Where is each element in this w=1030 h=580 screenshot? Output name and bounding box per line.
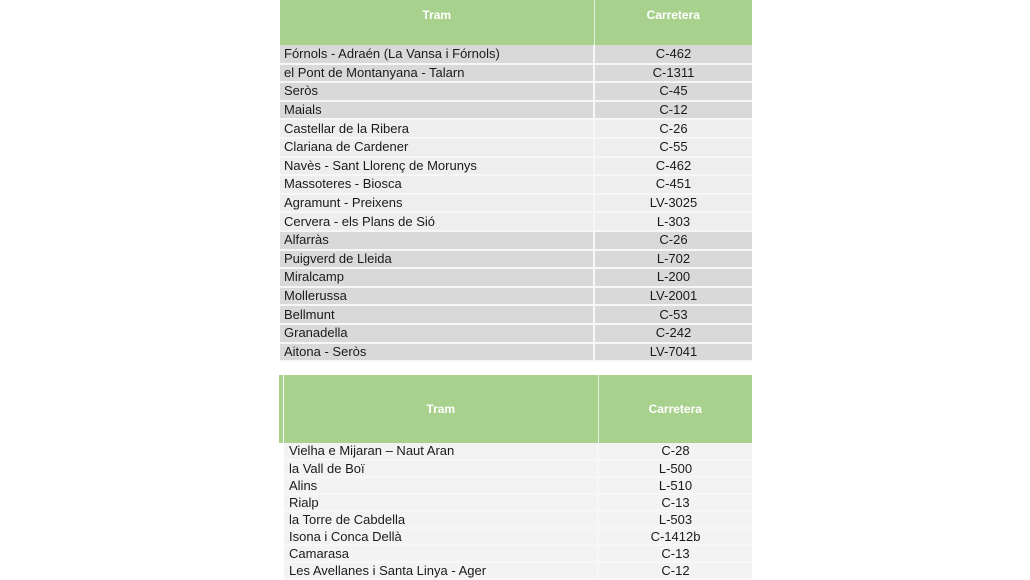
carretera-cell: L-303 xyxy=(594,212,752,231)
tram-cell: Bellmunt xyxy=(280,305,594,324)
table-row xyxy=(280,268,752,287)
tram-cell: Granadella xyxy=(280,324,594,343)
carretera-cell: L-510 xyxy=(598,477,752,494)
tram-cell: Les Avellanes i Santa Linya - Ager xyxy=(284,562,598,579)
tram-cell: Mollerussa xyxy=(280,287,594,306)
table-row xyxy=(284,545,752,562)
tram-cell: Maials xyxy=(280,101,594,120)
table-header-row xyxy=(280,0,752,45)
carretera-cell: C-451 xyxy=(594,175,752,194)
table-row xyxy=(280,250,752,269)
table-row xyxy=(280,231,752,250)
tram-cell: Agramunt - Preixens xyxy=(280,194,594,213)
carretera-cell: L-500 xyxy=(598,460,752,477)
table-row xyxy=(284,477,752,494)
table-row xyxy=(280,343,752,362)
tram-cell: Massoteres - Biosca xyxy=(280,175,594,194)
table-row xyxy=(280,305,752,324)
table-row xyxy=(280,175,752,194)
column-header-tram: Tram xyxy=(284,375,598,443)
carretera-cell: C-1311 xyxy=(594,64,752,83)
table-row xyxy=(284,460,752,477)
tram-cell: la Torre de Cabdella xyxy=(284,511,598,528)
tram-cell: Camarasa xyxy=(284,545,598,562)
table-row xyxy=(280,212,752,231)
table-row xyxy=(280,157,752,176)
tram-cell: Vielha e Mijaran – Naut Aran xyxy=(284,443,598,460)
tram-cell: Castellar de la Ribera xyxy=(280,119,594,138)
header-accent-stripe xyxy=(279,375,283,443)
carretera-cell: C-28 xyxy=(598,443,752,460)
carretera-cell: L-200 xyxy=(594,268,752,287)
carretera-cell: C-26 xyxy=(594,119,752,138)
carretera-cell: C-26 xyxy=(594,231,752,250)
carretera-cell: C-12 xyxy=(598,562,752,579)
carretera-cell: C-1412b xyxy=(598,528,752,545)
tram-cell: Alins xyxy=(284,477,598,494)
tram-cell: Clariana de Cardener xyxy=(280,138,594,157)
carretera-cell: C-242 xyxy=(594,324,752,343)
carretera-cell: C-462 xyxy=(594,45,752,64)
carretera-cell: C-13 xyxy=(598,545,752,562)
carretera-cell: C-45 xyxy=(594,82,752,101)
table-body xyxy=(280,45,752,361)
table-body xyxy=(284,443,752,579)
carretera-cell: LV-3025 xyxy=(594,194,752,213)
column-header-carretera: Carretera xyxy=(598,375,752,443)
table-row xyxy=(280,82,752,101)
carretera-cell: C-13 xyxy=(598,494,752,511)
table-row xyxy=(284,528,752,545)
table-row xyxy=(280,64,752,83)
tram-cell: la Vall de Boï xyxy=(284,460,598,477)
column-header-carretera: Carretera xyxy=(594,0,752,45)
tram-cell: Miralcamp xyxy=(280,268,594,287)
tram-cell: Isona i Conca Dellà xyxy=(284,528,598,545)
table-row xyxy=(280,138,752,157)
carretera-cell: C-53 xyxy=(594,305,752,324)
carretera-cell: LV-7041 xyxy=(594,343,752,362)
table-row xyxy=(284,494,752,511)
table-row xyxy=(284,443,752,460)
tram-cell: Alfarràs xyxy=(280,231,594,250)
tram-cell: Aitona - Seròs xyxy=(280,343,594,362)
table-row xyxy=(280,324,752,343)
carretera-cell: L-503 xyxy=(598,511,752,528)
carretera-cell: LV-2001 xyxy=(594,287,752,306)
road-sections-table-1 xyxy=(280,0,752,362)
table-row xyxy=(280,101,752,120)
table-row xyxy=(284,511,752,528)
carretera-cell: C-55 xyxy=(594,138,752,157)
table-row xyxy=(280,119,752,138)
carretera-cell: C-12 xyxy=(594,101,752,120)
table-row xyxy=(280,194,752,213)
tram-cell: Navès - Sant Llorenç de Morunys xyxy=(280,157,594,176)
tram-cell: Seròs xyxy=(280,82,594,101)
tram-cell: Cervera - els Plans de Sió xyxy=(280,212,594,231)
carretera-cell: C-462 xyxy=(594,157,752,176)
road-sections-table-2 xyxy=(284,375,752,580)
column-header-tram: Tram xyxy=(280,0,594,45)
tram-cell: el Pont de Montanyana - Talarn xyxy=(280,64,594,83)
tram-cell: Fórnols - Adraén (La Vansa i Fórnols) xyxy=(280,45,594,64)
tram-cell: Puigverd de Lleida xyxy=(280,250,594,269)
carretera-cell: L-702 xyxy=(594,250,752,269)
table-row xyxy=(280,45,752,64)
tram-cell: Rialp xyxy=(284,494,598,511)
table-row xyxy=(280,287,752,306)
table-row xyxy=(284,562,752,579)
table-header-row xyxy=(284,375,752,443)
